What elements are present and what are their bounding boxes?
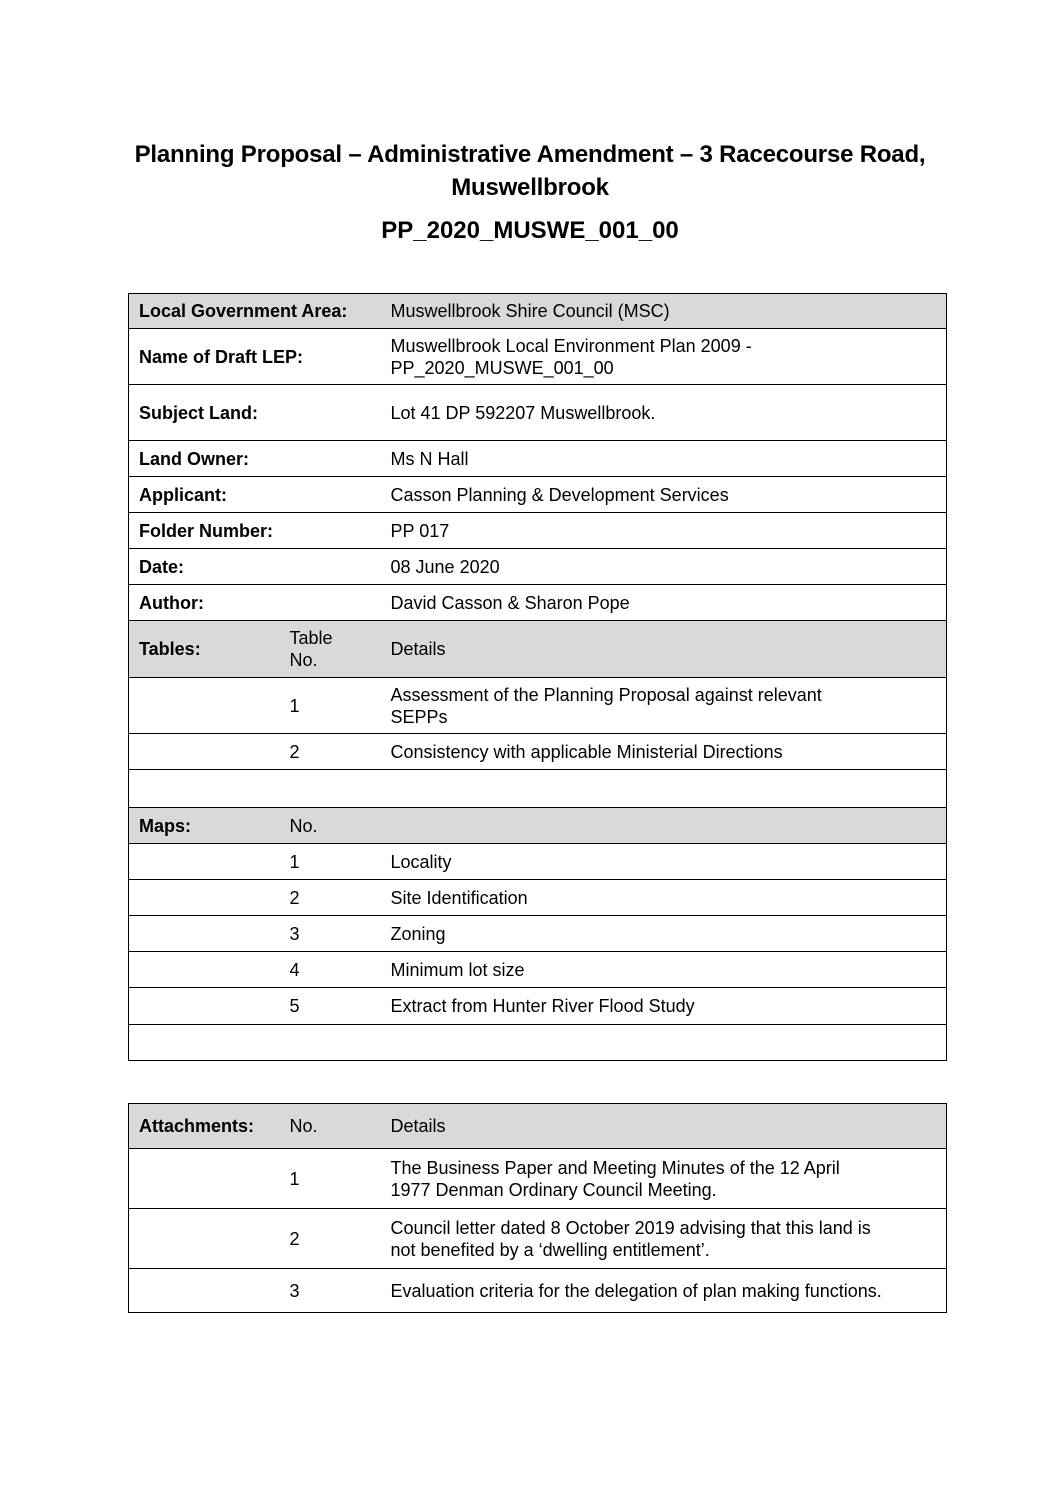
attachment-number: 1 [290, 1149, 391, 1209]
date-value: 08 June 2020 [391, 549, 947, 585]
attachment-detail-line1: Council letter dated 8 October 2019 advising that this land is [390, 1217, 871, 1238]
maps-header-row [129, 808, 947, 844]
empty-cell [129, 880, 290, 916]
table-row [129, 678, 947, 734]
folder-number-value: PP 017 [391, 513, 947, 549]
row-subject-land [129, 385, 947, 441]
tables-header-row [129, 621, 947, 678]
spacer-row [129, 770, 947, 808]
lga-label: Local Government Area: [129, 294, 391, 329]
attachments-table [128, 1103, 947, 1313]
map-detail: Minimum lot size [391, 952, 947, 988]
tables-col-no-line1: Table [289, 628, 333, 648]
table-detail-line2: SEPPs [390, 706, 448, 727]
attachment-row [129, 1209, 947, 1269]
attachment-row [129, 1269, 947, 1313]
empty-cell [391, 808, 947, 844]
page-title: Planning Proposal – Administrative Amendment – 3 Racecourse Road, Muswellbrook [134, 141, 926, 201]
empty-cell [129, 1269, 290, 1313]
table-row [129, 734, 947, 770]
map-number: 2 [290, 880, 391, 916]
proposal-reference: PP_2020_MUSWE_001_00 [381, 217, 679, 244]
draft-lep-value [391, 329, 947, 385]
map-detail: Locality [391, 844, 947, 880]
author-value: David Casson & Sharon Pope [391, 585, 947, 621]
applicant-value: Casson Planning & Development Services [391, 477, 947, 513]
maps-col-no: No. [290, 808, 391, 844]
row-lga [129, 294, 947, 329]
attachments-col-no: No. [290, 1104, 391, 1149]
attachments-label: Attachments: [129, 1104, 290, 1149]
attachment-detail [391, 1209, 947, 1269]
land-owner-label: Land Owner: [129, 441, 391, 477]
row-applicant [129, 477, 947, 513]
map-row [129, 952, 947, 988]
subject-land-label: Subject Land: [129, 385, 391, 441]
map-number: 1 [290, 844, 391, 880]
attachments-header-row [129, 1104, 947, 1149]
proposal-details-table [128, 293, 947, 1061]
table-number: 1 [290, 678, 391, 734]
folder-number-label: Folder Number: [129, 513, 391, 549]
empty-cell [129, 734, 290, 770]
empty-cell [129, 988, 290, 1025]
empty-cell [129, 678, 290, 734]
draft-lep-value-line1: Muswellbrook Local Environment Plan 2009 - [390, 335, 752, 356]
tables-col-no [290, 621, 391, 678]
tables-col-details: Details [391, 621, 947, 678]
map-row [129, 988, 947, 1025]
tables-col-no-line2: No. [289, 650, 318, 670]
author-label: Author: [129, 585, 391, 621]
attachment-row [129, 1149, 947, 1209]
attachment-number: 3 [290, 1269, 391, 1313]
row-date [129, 549, 947, 585]
subject-land-value: Lot 41 DP 592207 Muswellbrook. [391, 385, 947, 441]
empty-cell [129, 844, 290, 880]
empty-cell [129, 1209, 290, 1269]
spacer-row [129, 1025, 947, 1061]
empty-cell [129, 952, 290, 988]
map-detail: Site Identification [391, 880, 947, 916]
row-land-owner [129, 441, 947, 477]
empty-cell [129, 770, 947, 808]
attachment-detail: Evaluation criteria for the delegation of plan making functions. [391, 1269, 947, 1313]
row-folder-number [129, 513, 947, 549]
map-number: 4 [290, 952, 391, 988]
attachments-col-details: Details [391, 1104, 947, 1149]
attachment-detail [391, 1149, 947, 1209]
tables-label: Tables: [129, 621, 290, 678]
attachment-detail-line2: 1977 Denman Ordinary Council Meeting. [390, 1179, 717, 1200]
maps-label: Maps: [129, 808, 290, 844]
lga-value: Muswellbrook Shire Council (MSC) [391, 294, 947, 329]
table-detail-line1: Assessment of the Planning Proposal against relevant [390, 684, 822, 705]
map-detail: Extract from Hunter River Flood Study [391, 988, 947, 1025]
attachment-detail-line2: not benefited by a ‘dwelling entitlement’. [390, 1239, 710, 1260]
date-label: Date: [129, 549, 391, 585]
attachment-number: 2 [290, 1209, 391, 1269]
empty-cell [129, 1149, 290, 1209]
draft-lep-value-line2: PP_2020_MUSWE_001_00 [390, 357, 614, 378]
table-detail: Consistency with applicable Ministerial Directions [391, 734, 947, 770]
applicant-label: Applicant: [129, 477, 391, 513]
map-row [129, 844, 947, 880]
row-draft-lep [129, 329, 947, 385]
empty-cell [129, 1025, 947, 1061]
draft-lep-label: Name of Draft LEP: [129, 329, 391, 385]
land-owner-value: Ms N Hall [391, 441, 947, 477]
empty-cell [129, 916, 290, 952]
map-detail: Zoning [391, 916, 947, 952]
map-row [129, 880, 947, 916]
table-detail [391, 678, 947, 734]
row-author [129, 585, 947, 621]
table-number: 2 [290, 734, 391, 770]
map-number: 3 [290, 916, 391, 952]
map-row [129, 916, 947, 952]
attachment-detail-line1: The Business Paper and Meeting Minutes of the 12 April [390, 1157, 840, 1178]
map-number: 5 [290, 988, 391, 1025]
